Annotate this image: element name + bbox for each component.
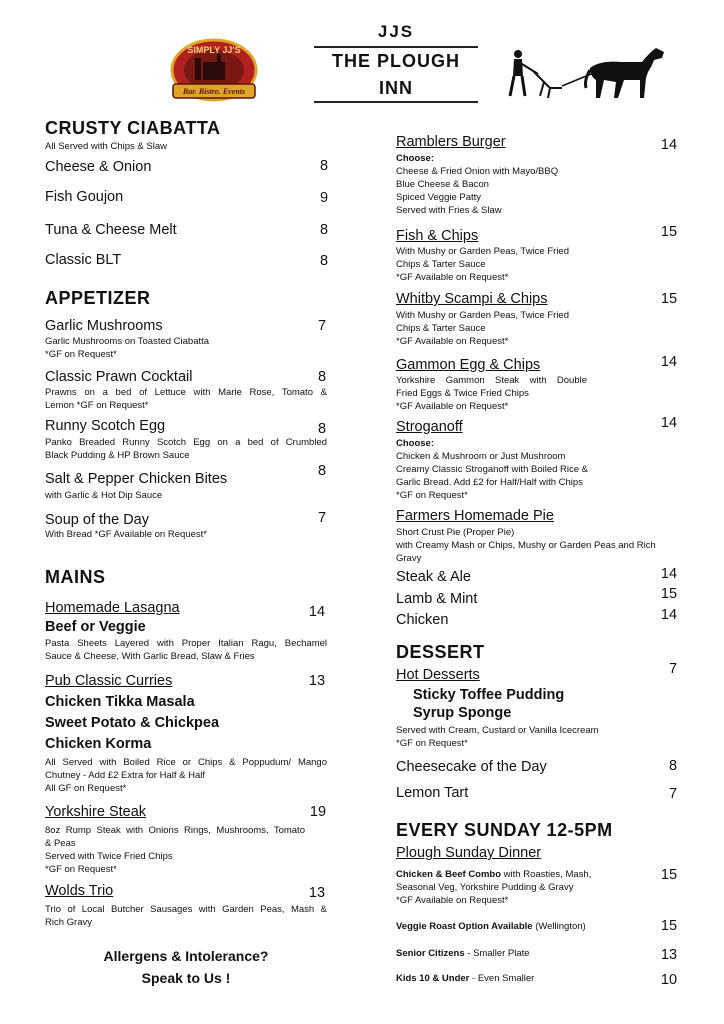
price-garlic-mushrooms: 7 <box>317 318 327 334</box>
price-prawn-cocktail: 8 <box>317 369 327 385</box>
menu-item-garlic-mushrooms: Garlic Mushrooms <box>45 318 163 334</box>
menu-item-gammon: Gammon Egg & Chips <box>396 357 541 373</box>
svg-text:Bar. Bistro. Events: Bar. Bistro. Events <box>182 87 246 96</box>
plough-horse-illustration <box>504 44 674 104</box>
desc-gammon-2: Fried Eggs & Twice Fried Chips <box>396 388 529 399</box>
desc-steak-3: Served with Twice Fried Chips <box>45 851 173 862</box>
price-whitby-scampi: 15 <box>660 291 678 307</box>
desc-wolds-1: Trio of Local Butcher Sausages with Garden Peas, Mash & <box>45 904 327 915</box>
price-pie-lamb-mint: 15 <box>660 586 678 602</box>
menu-item-fish-chips: Fish & Chips <box>396 228 479 244</box>
desc-curries-1: All Served with Boiled Rice or Chips & Poppudum/ Mango <box>45 757 327 768</box>
price-curries: 13 <box>308 673 326 689</box>
menu-item-wolds-trio: Wolds Trio <box>45 883 114 899</box>
menu-item-ramblers-burger: Ramblers Burger <box>396 134 506 150</box>
desc-hot-desserts-2: *GF on Request* <box>396 738 468 749</box>
price-sunday-veggie: 15 <box>660 918 678 934</box>
price-fish-goujon: 9 <box>319 190 329 206</box>
menu-item-stroganoff: Stroganoff <box>396 419 463 435</box>
pub-name-line2: INN <box>379 78 413 98</box>
desc-pie-3: Gravy <box>396 553 422 564</box>
desc-garlic-mushrooms-2: *GF on Request* <box>45 349 117 360</box>
price-cheese-onion: 8 <box>319 158 329 174</box>
desc-fish-1: With Mushy or Garden Peas, Twice Fried <box>396 246 569 257</box>
price-tuna-melt: 8 <box>319 222 329 238</box>
menu-item-lasagna: Homemade Lasagna <box>45 600 180 616</box>
section-title-appetizer: APPETIZER <box>45 288 151 308</box>
sunday-veggie-text: (Wellington) <box>532 921 586 932</box>
burger-choose-label: Choose: <box>396 153 434 164</box>
desc-steak-4: *GF on Request* <box>45 864 117 875</box>
price-soup: 7 <box>317 510 327 526</box>
pie-option-lamb-mint: Lamb & Mint <box>396 591 478 607</box>
desc-fish-2: Chips & Tarter Sauce <box>396 259 486 270</box>
price-sunday-kids: 10 <box>660 972 678 988</box>
curry-option-tikka: Chicken Tikka Masala <box>45 694 195 710</box>
desc-scotch-egg-1: Panko Breaded Runny Scotch Egg on a bed of Crumbled <box>45 437 327 448</box>
sunday-kids-line <box>396 973 534 986</box>
pie-option-chicken: Chicken <box>396 612 449 628</box>
desc-stroganoff-2: Creamy Classic Stroganoff with Boiled Rice & <box>396 464 589 475</box>
dessert-option-sticky-toffee: Sticky Toffee Pudding <box>413 687 565 703</box>
menu-item-cheese-onion: Cheese & Onion <box>45 159 152 175</box>
desc-burger-2: Blue Cheese & Bacon <box>396 179 489 190</box>
desc-scampi-3: *GF Available on Request* <box>396 336 509 347</box>
menu-item-cheesecake: Cheesecake of the Day <box>396 759 547 775</box>
price-lasagna: 14 <box>308 604 326 620</box>
price-yorkshire-steak: 19 <box>309 804 327 820</box>
sunday-veggie-line <box>396 921 586 934</box>
desc-chicken-bites: with Garlic & Hot Dip Sauce <box>45 490 163 501</box>
desc-steak-1: 8oz Rump Steak with Onions Rings, Mushrooms, Tomato <box>45 825 305 836</box>
desc-scampi-2: Chips & Tarter Sauce <box>396 323 486 334</box>
price-wolds-trio: 13 <box>308 885 326 901</box>
desc-soup: With Bread *GF Available on Request* <box>45 529 207 540</box>
ciabatta-note: All Served with Chips & Slaw <box>45 141 167 152</box>
section-title-mains: MAINS <box>45 567 106 587</box>
desc-prawn-cocktail-2: Lemon *GF on Request* <box>45 400 149 411</box>
dessert-option-syrup-sponge: Syrup Sponge <box>413 705 512 721</box>
sunday-senior-name: Senior Citizens <box>396 948 465 959</box>
price-classic-blt: 8 <box>319 253 329 269</box>
menu-item-tuna-melt: Tuna & Cheese Melt <box>45 222 177 238</box>
price-cheesecake: 8 <box>668 758 678 774</box>
curry-option-korma: Chicken Korma <box>45 736 152 752</box>
desc-curries-3: All GF on Request* <box>45 783 127 794</box>
sunday-combo-desc-2: Seasonal Veg, Yorkshire Pudding & Gravy <box>396 882 574 893</box>
price-pie-steak-ale: 14 <box>660 566 678 582</box>
price-sunday-combo: 15 <box>660 867 678 883</box>
price-hot-desserts: 7 <box>668 661 678 677</box>
desc-burger-1: Cheese & Fried Onion with Mayo/BBQ <box>396 166 559 177</box>
sunday-kids-name: Kids 10 & Under <box>396 973 470 984</box>
desc-gammon-1: Yorkshire Gammon Steak with Double <box>396 375 587 386</box>
desc-hot-desserts-1: Served with Cream, Custard or Vanilla Icecream <box>396 725 599 736</box>
desc-pie-2: with Creamy Mash or Chips, Mushy or Garden Peas and Rich <box>396 540 656 551</box>
allergen-notice-line1: Allergens & Intolerance? <box>103 948 269 964</box>
pie-option-steak-ale: Steak & Ale <box>396 569 471 585</box>
price-lemon-tart: 7 <box>668 786 678 802</box>
menu-item-whitby-scampi: Whitby Scampi & Chips <box>396 291 548 307</box>
menu-item-curries: Pub Classic Curries <box>45 673 173 689</box>
menu-item-prawn-cocktail: Classic Prawn Cocktail <box>45 369 193 385</box>
sunday-veggie-name: Veggie Roast Option Available <box>396 921 533 932</box>
menu-item-fish-goujon: Fish Goujon <box>45 189 124 205</box>
menu-item-yorkshire-steak: Yorkshire Steak <box>45 804 147 820</box>
price-chicken-bites: 8 <box>317 463 327 479</box>
desc-pie-1: Short Crust Pie (Proper Pie) <box>396 527 515 538</box>
desc-scampi-1: With Mushy or Garden Peas, Twice Fried <box>396 310 569 321</box>
desc-stroganoff-3: Garlic Bread. Add £2 for Half/Half with Chips <box>396 477 583 488</box>
header-divider-bottom <box>314 101 478 103</box>
menu-item-farmers-pie: Farmers Homemade Pie <box>396 508 554 524</box>
sunday-senior-text: - Smaller Plate <box>464 948 530 959</box>
desc-garlic-mushrooms-1: Garlic Mushrooms on Toasted Ciabatta <box>45 336 210 347</box>
desc-lasagna-1: Pasta Sheets Layered with Proper Italian Ragu, Bechamel <box>45 638 327 649</box>
desc-burger-4: Served with Fries & Slaw <box>396 205 502 216</box>
section-title-sunday: EVERY SUNDAY 12-5PM <box>396 820 613 840</box>
menu-item-classic-blt: Classic BLT <box>45 252 122 268</box>
allergen-notice-line2: Speak to Us ! <box>141 970 231 986</box>
sunday-combo-desc-3: *GF Available on Request* <box>396 895 509 906</box>
stroganoff-choose-label: Choose: <box>396 438 434 449</box>
curry-option-sweet-potato: Sweet Potato & Chickpea <box>45 715 220 731</box>
desc-prawn-cocktail-1: Prawns on a bed of Lettuce with Marie Rose, Tomato & <box>45 387 327 398</box>
price-scotch-egg: 8 <box>317 421 327 437</box>
section-title-dessert: DESSERT <box>396 642 485 662</box>
menu-item-soup: Soup of the Day <box>45 512 149 528</box>
sunday-dinner-subtitle: Plough Sunday Dinner <box>396 845 542 861</box>
desc-stroganoff-1: Chicken & Mushroom or Just Mushroom <box>396 451 566 462</box>
section-title-ciabatta: CRUSTY CIABATTA <box>45 118 221 138</box>
price-fish-chips: 15 <box>660 224 678 240</box>
price-gammon: 14 <box>660 354 678 370</box>
price-ramblers-burger: 14 <box>660 137 678 153</box>
desc-gammon-3: *GF Available on Request* <box>396 401 509 412</box>
desc-stroganoff-4: *GF on Request* <box>396 490 468 501</box>
svg-text:SIMPLY JJ'S: SIMPLY JJ'S <box>187 45 241 55</box>
restaurant-logo <box>165 36 263 106</box>
menu-item-chicken-bites: Salt & Pepper Chicken Bites <box>45 471 228 487</box>
desc-burger-3: Spiced Veggie Patty <box>396 192 482 203</box>
desc-curries-2: Chutney - Add £2 Extra for Half & Half <box>45 770 205 781</box>
sunday-combo-desc-1 <box>396 869 628 882</box>
desc-wolds-2: Rich Gravy <box>45 917 92 928</box>
sunday-senior-line <box>396 948 530 961</box>
desc-steak-2: & Peas <box>45 838 76 849</box>
menu-item-hot-desserts: Hot Desserts <box>396 667 480 683</box>
brand-name: JJS <box>377 22 415 41</box>
sunday-combo-name: Chicken & Beef Combo <box>396 869 502 880</box>
desc-fish-3: *GF Available on Request* <box>396 272 509 283</box>
sunday-combo-text: with Roasties, Mash, <box>501 869 592 880</box>
pub-name-line1: THE PLOUGH <box>331 51 460 71</box>
menu-item-scotch-egg: Runny Scotch Egg <box>45 418 166 434</box>
desc-lasagna-2: Sauce & Cheese, With Garlic Bread, Slaw & Fries <box>45 651 255 662</box>
desc-scotch-egg-2: Black Pudding & HP Brown Sauce <box>45 450 190 461</box>
price-stroganoff: 14 <box>660 415 678 431</box>
sunday-kids-text: - Even Smaller <box>469 973 535 984</box>
lasagna-option: Beef or Veggie <box>45 619 146 635</box>
price-sunday-senior: 13 <box>660 947 678 963</box>
price-pie-chicken: 14 <box>660 607 678 623</box>
menu-item-lemon-tart: Lemon Tart <box>396 785 469 801</box>
